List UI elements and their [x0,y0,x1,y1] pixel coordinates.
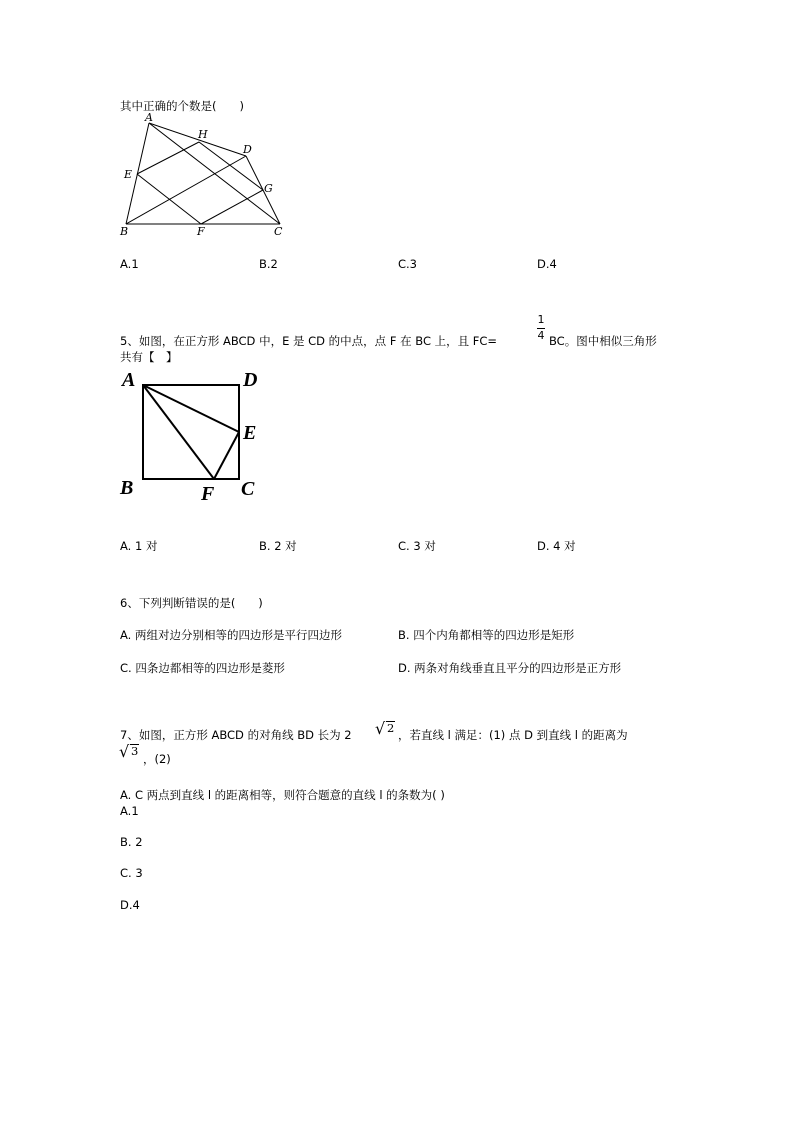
q5-label-f: F [201,483,215,505]
q5-label-b: B [120,477,134,499]
q5-frac-numerator: 1 [537,313,545,326]
q6-option-a[interactable]: A. 两组对边分别相等的四边形是平行四边形 [120,628,342,642]
q4-option-a[interactable]: A.1 [120,257,139,271]
q5-figure [0,0,794,520]
q5-stem-part1: 5、如图，在正方形 ABCD 中，E 是 CD 的中点，点 F 在 BC 上，且 FC= [120,334,498,348]
q4-label-b: B [120,225,129,238]
q7-sqrt-symbol-1: √ [375,719,386,738]
q7-sqrt-value-2: 3 [131,744,139,758]
q4-stem: 其中正确的个数是( ) [120,99,244,113]
q4-option-d[interactable]: D.4 [537,257,557,271]
q5-stem-part2: BC。图中相似三角形 [549,334,657,348]
q6-option-d[interactable]: D. 两条对角线垂直且平分的四边形是正方形 [398,661,622,675]
q7-stem-line2-rest: ，(2) [143,752,171,766]
q4-label-a: A [145,111,153,124]
q6-option-c[interactable]: C. 四条边都相等的四边形是菱形 [120,661,285,675]
q4-label-f: F [197,225,205,238]
q4-label-d: D [243,143,252,156]
q5-label-e: E [243,422,257,444]
q4-label-c: C [274,225,283,238]
q5-option-a[interactable]: A. 1 对 [120,539,158,553]
q5-frac-denominator: 4 [537,329,545,342]
q4-label-h: H [198,128,208,141]
q7-option-b[interactable]: B. 2 [120,835,143,849]
q5-option-c[interactable]: C. 3 对 [398,539,436,553]
q4-label-g: G [264,182,273,195]
q7-option-a[interactable]: A.1 [120,804,139,818]
q7-sqrt-symbol-2: √ [119,742,130,761]
q7-sqrt-value-1: 2 [387,721,395,735]
q7-stem-line3: A. C 两点到直线 l 的距离相等，则符合题意的直线 l 的条数为( ) [120,788,445,802]
q5-stem-line2: 共有【 】 [120,350,178,364]
q5-label-d: D [243,369,258,391]
q7-option-c[interactable]: C. 3 [120,866,143,880]
q7-option-d[interactable]: D.4 [120,898,140,912]
q4-option-c[interactable]: C.3 [398,257,418,271]
q5-option-d[interactable]: D. 4 对 [537,539,576,553]
q4-label-e: E [124,168,133,181]
q6-stem: 6、下列判断错误的是( ) [120,596,263,610]
q5-label-c: C [241,478,255,500]
q7-stem-part2: ，若直线 l 满足：(1) 点 D 到直线 l 的距离为 [398,728,628,742]
q5-label-a: A [122,369,136,391]
q7-stem-part1: 7、如图，正方形 ABCD 的对角线 BD 长为 2 [120,728,352,742]
q6-option-b[interactable]: B. 四个内角都相等的四边形是矩形 [398,628,575,642]
q4-option-b[interactable]: B.2 [259,257,278,271]
q5-option-b[interactable]: B. 2 对 [259,539,297,553]
